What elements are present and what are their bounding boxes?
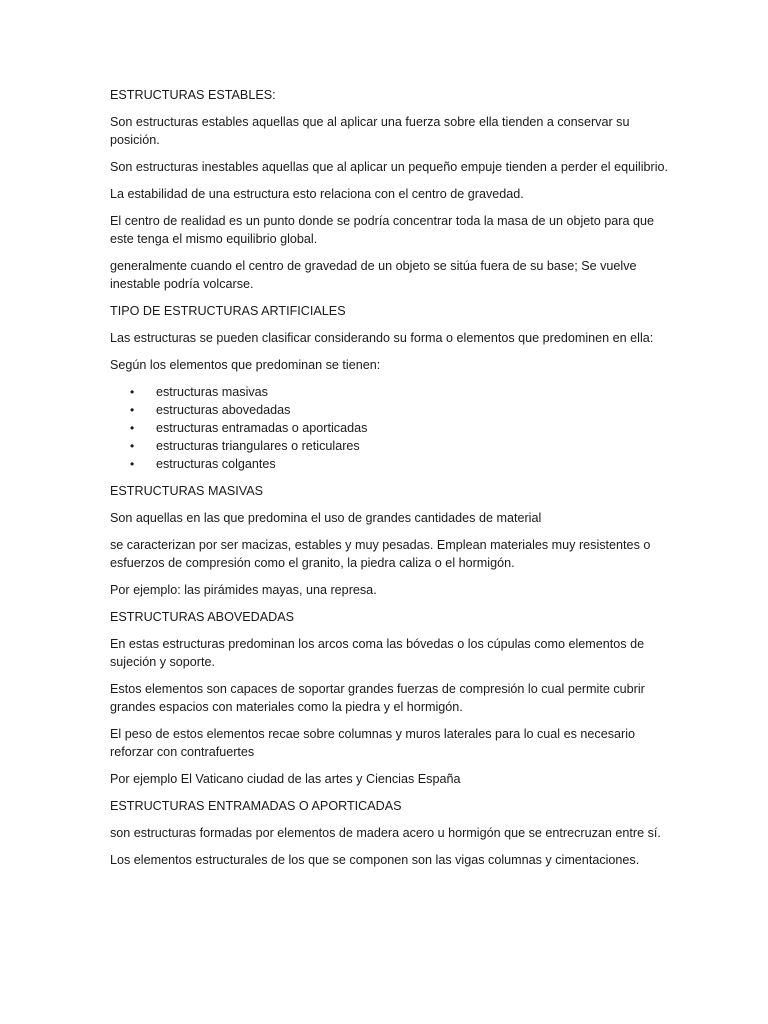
- document-body: [110, 86, 668, 869]
- list-item-text: estructuras entramadas o aporticadas: [156, 421, 368, 435]
- paragraph: En estas estructuras predominan los arcos coma las bóvedas o los cúpulas como elementos de sujeción y soporte.: [110, 637, 645, 669]
- bullet-icon: •: [130, 457, 135, 471]
- list-item-text: estructuras masivas: [156, 385, 268, 399]
- paragraph: Son aquellas en las que predomina el uso de grandes cantidades de material: [110, 511, 542, 525]
- list-item: [110, 401, 668, 419]
- paragraph: Son estructuras estables aquellas que al aplicar una fuerza sobre ella tienden a conservar su posición.: [110, 115, 630, 147]
- bullet-icon: •: [130, 385, 135, 399]
- section-heading: TIPO DE ESTRUCTURAS ARTIFICIALES: [110, 304, 346, 318]
- bullet-list: [110, 383, 668, 473]
- paragraph: La estabilidad de una estructura esto relaciona con el centro de gravedad.: [110, 187, 524, 201]
- list-item: [110, 383, 668, 401]
- paragraph: Los elementos estructurales de los que se componen son las vigas columnas y cimentaciones.: [110, 853, 640, 867]
- bullet-icon: •: [130, 421, 135, 435]
- paragraph: se caracterizan por ser macizas, estables y muy pesadas. Emplean materiales muy resistentes o esfuerzos de compresión como el granito, la piedra caliza o el hormigón.: [110, 538, 651, 570]
- list-item: [110, 455, 668, 473]
- list-item: [110, 437, 668, 455]
- paragraph: Por ejemplo: las pirámides mayas, una represa.: [110, 583, 377, 597]
- paragraph: Por ejemplo El Vaticano ciudad de las artes y Ciencias España: [110, 772, 461, 786]
- paragraph: El peso de estos elementos recae sobre columnas y muros laterales para lo cual es necesario reforzar con contrafuertes: [110, 727, 636, 759]
- section-heading: ESTRUCTURAS ESTABLES:: [110, 88, 276, 102]
- bullet-icon: •: [130, 403, 135, 417]
- list-item-text: estructuras abovedadas: [156, 403, 291, 417]
- bullet-icon: •: [130, 439, 135, 453]
- section-heading: ESTRUCTURAS ENTRAMADAS O APORTICADAS: [110, 799, 402, 813]
- section-heading: ESTRUCTURAS ABOVEDADAS: [110, 610, 295, 624]
- paragraph: Estos elementos son capaces de soportar grandes fuerzas de compresión lo cual permite cubrir grandes espacios con materiales como la piedra y el hormigón.: [110, 682, 645, 714]
- section-heading: ESTRUCTURAS MASIVAS: [110, 484, 264, 498]
- paragraph: Las estructuras se pueden clasificar considerando su forma o elementos que predominen en ella:: [110, 331, 654, 345]
- list-item-text: estructuras triangulares o reticulares: [156, 439, 360, 453]
- list-item-text: estructuras colgantes: [156, 457, 276, 471]
- paragraph: generalmente cuando el centro de gravedad de un objeto se sitúa fuera de su base; Se vuelve inestable podría volcarse.: [110, 259, 637, 291]
- paragraph: El centro de realidad es un punto donde se podría concentrar toda la masa de un objeto para que este tenga el mismo equilibrio global.: [110, 214, 655, 246]
- list-item: [110, 419, 668, 437]
- paragraph: Son estructuras inestables aquellas que al aplicar un pequeño empuje tienden a perder el equilibrio.: [110, 160, 668, 174]
- paragraph: son estructuras formadas por elementos de madera acero u hormigón que se entrecruzan entre sí.: [110, 826, 661, 840]
- paragraph: Según los elementos que predominan se tienen:: [110, 358, 381, 372]
